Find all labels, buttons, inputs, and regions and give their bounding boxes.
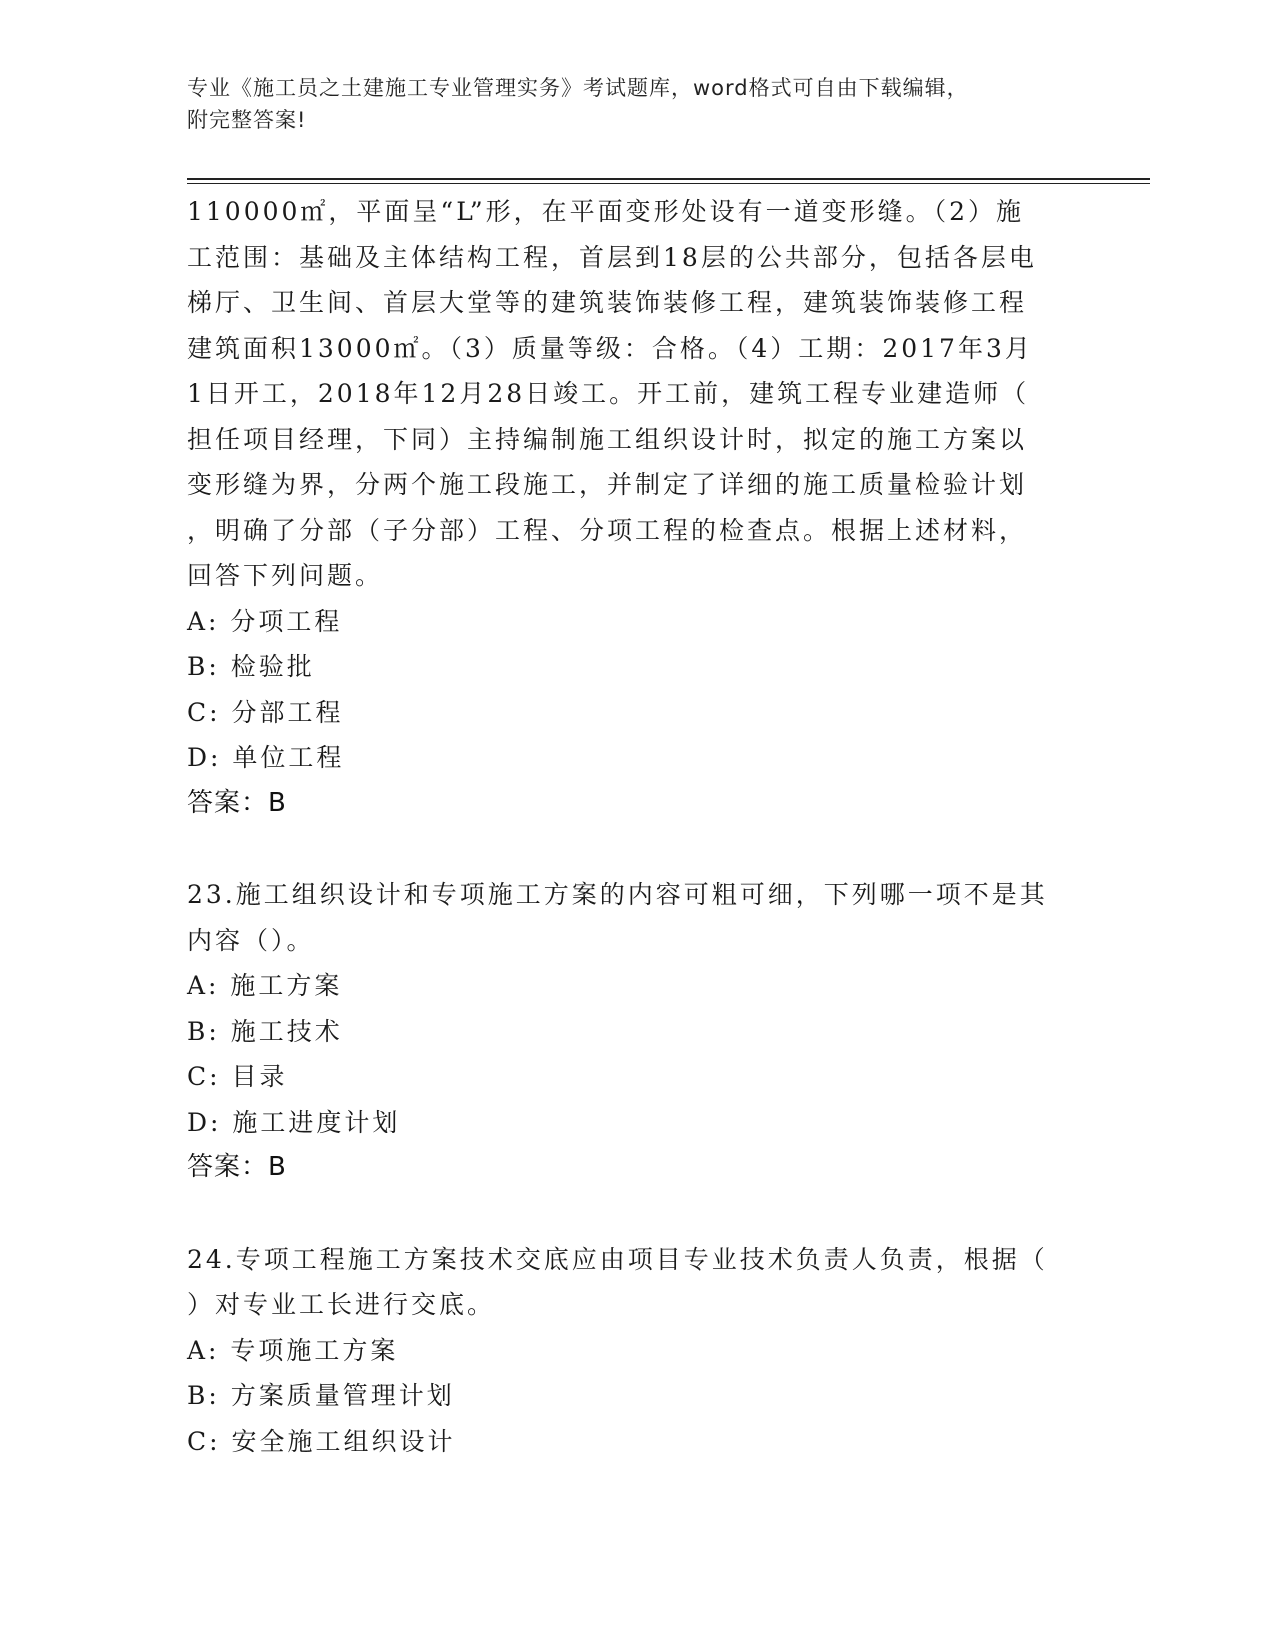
question-text-line: 建筑面积13000㎡。（3）质量等级：合格。（4）工期：2017年3月	[187, 333, 1033, 363]
option-a: A: 分项工程	[187, 606, 343, 636]
option-c: C: 分部工程	[187, 697, 344, 727]
header-line-2: 附完整答案!	[187, 108, 307, 132]
option-b: B: 施工技术	[187, 1016, 343, 1046]
question-text-line: ，明确了分部（子分部）工程、分项工程的检查点。根据上述材料，	[187, 515, 1028, 545]
option-b: B: 方案质量管理计划	[187, 1381, 455, 1410]
question-text-line: 变形缝为界，分两个施工段施工，并制定了详细的施工质量检验计划	[187, 470, 1028, 499]
header-line-1: 专业《施工员之土建施工专业管理实务》考试题库，word格式可自由下载编辑，	[187, 76, 969, 100]
question-text-line: ）对专业工长进行交底。	[187, 1290, 496, 1319]
document-body	[187, 189, 1067, 1464]
option-c: C: 安全施工组织设计	[187, 1426, 456, 1456]
question-text-line: 回答下列问题。	[187, 561, 384, 590]
question-text-line: 工范围：基础及主体结构工程，首层到18层的公共部分，包括各层电	[187, 242, 1037, 272]
question-text-line: 110000㎡，平面呈“L”形，在平面变形处设有一道变形缝。（2）施	[187, 197, 1025, 226]
question-24	[187, 1237, 1067, 1465]
question-text-line: 担任项目经理，下同）主持编制施工组织设计时，拟定的施工方案以	[187, 424, 1028, 454]
question-23	[187, 872, 1067, 1191]
option-d: D: 单位工程	[187, 743, 345, 772]
spacer	[187, 1191, 1067, 1237]
option-c: C: 目录	[187, 1062, 288, 1091]
question-text-line: 内容（）。	[187, 925, 315, 955]
answer-label: 答案：B	[187, 787, 287, 818]
option-a: A: 专项施工方案	[187, 1335, 399, 1365]
option-b: B: 检验批	[187, 652, 315, 681]
question-22-continued	[187, 189, 1067, 826]
answer-label: 答案：B	[187, 1152, 287, 1182]
header-rule-thick	[187, 178, 1150, 180]
spacer	[187, 826, 1067, 872]
question-text-line: 1日开工，2018年12月28日竣工。开工前，建筑工程专业建造师（	[187, 379, 1030, 408]
page-header	[187, 72, 1067, 136]
question-text-line: 梯厅、卫生间、首层大堂等的建筑装饰装修工程，建筑装饰装修工程	[187, 288, 1028, 317]
question-text-line: 23.施工组织设计和专项施工方案的内容可粗可细，下列哪一项不是其	[187, 880, 1048, 909]
header-rule-thin	[187, 183, 1150, 184]
question-text-line: 24.专项工程施工方案技术交底应由项目专业技术负责人负责，根据（	[187, 1244, 1048, 1274]
option-a: A: 施工方案	[187, 971, 343, 1000]
option-d: D: 施工进度计划	[187, 1107, 401, 1137]
